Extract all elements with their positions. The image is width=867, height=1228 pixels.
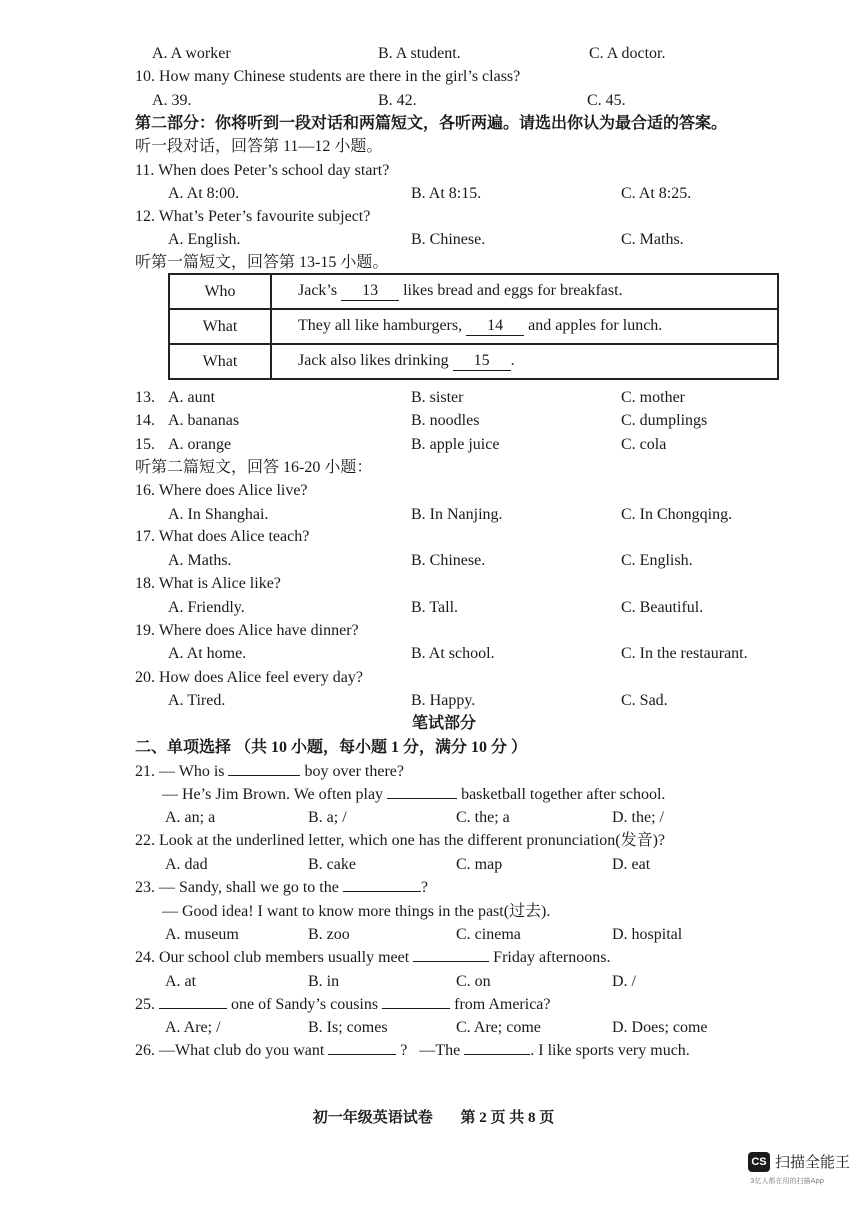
q14-option-c: C. dumplings: [621, 412, 708, 429]
q20-option-c: C. Sad.: [621, 692, 668, 709]
answer-blank-13[interactable]: 13: [341, 282, 399, 301]
q10-option-a: A. 39.: [152, 92, 192, 109]
q9-option-c: C. A doctor.: [589, 45, 666, 62]
q26-text-a: 26. —What club do you want: [135, 1042, 325, 1059]
q17-stem: 17. What does Alice teach?: [135, 528, 310, 545]
table-row: [169, 274, 778, 309]
q26-text-d: . I like sports very much.: [530, 1042, 690, 1059]
q23-option-c: C. cinema: [456, 926, 521, 943]
written-heading: 笔试部分: [412, 715, 477, 732]
q22-option-d: D. eat: [612, 856, 651, 873]
q21-blank-2[interactable]: [387, 798, 457, 799]
q26-blank-2[interactable]: [464, 1054, 530, 1055]
q23-option-a: A. museum: [165, 926, 239, 943]
q12-option-c: C. Maths.: [621, 231, 684, 248]
q17-option-c: C. English.: [621, 552, 693, 569]
footer-page-number: 第 2 页 共 8 页: [460, 1110, 555, 1126]
q25-option-c: C. Are; come: [456, 1019, 541, 1036]
q11-option-c: C. At 8:25.: [621, 185, 692, 202]
q16-option-a: A. In Shanghai.: [168, 506, 269, 523]
q10-option-c: C. 45.: [587, 92, 626, 109]
q21-option-c: C. the; a: [456, 809, 510, 826]
q20-stem: 20. How does Alice feel every day?: [135, 669, 363, 686]
q23-line1: [135, 878, 428, 898]
q23-blank[interactable]: [343, 891, 421, 892]
dialogue-intro: 听一段对话，回答第 11—12 小题。: [135, 138, 383, 155]
table-row-label: Who: [169, 274, 271, 309]
q24-option-b: B. in: [308, 973, 340, 990]
q24-option-a: A. at: [165, 973, 197, 990]
q24-text-b: Friday afternoons.: [493, 949, 611, 966]
q14-option-b: B. noodles: [411, 412, 480, 429]
q21-option-d: D. the; /: [612, 809, 664, 826]
section2-heading: 二、单项选择 （共 10 小题，每小题 1 分，满分 10 分 ）: [135, 739, 528, 756]
q24-text-a: 24. Our school club members usually meet: [135, 949, 410, 966]
q21-option-b: B. a; /: [308, 809, 347, 826]
q19-option-b: B. At school.: [411, 645, 495, 662]
q13-option-c: C. mother: [621, 389, 685, 406]
q24-option-c: C. on: [456, 973, 491, 990]
q19-stem: 19. Where does Alice have dinner?: [135, 622, 359, 639]
q26-line: [135, 1041, 690, 1061]
sentence-before: Jack’s: [298, 282, 338, 299]
q18-stem: 18. What is Alice like?: [135, 575, 281, 592]
q12-stem: 12. What’s Peter’s favourite subject?: [135, 208, 371, 225]
sentence-after: likes bread and eggs for breakfast.: [403, 282, 623, 299]
table-row-sentence: [271, 309, 778, 344]
answer-blank-14[interactable]: 14: [466, 317, 524, 336]
sentence-before: Jack also likes drinking: [298, 352, 449, 369]
q18-option-c: C. Beautiful.: [621, 599, 704, 616]
q15-option-b: B. apple juice: [411, 436, 500, 453]
q25-line1: [135, 995, 551, 1015]
q18-option-b: B. Tall.: [411, 599, 459, 616]
part2-heading: 第二部分：你将听到一段对话和两篇短文，各听两遍。请选出你认为最合适的答案。: [135, 115, 728, 132]
q25-text-b: one of Sandy’s cousins: [231, 996, 379, 1013]
footer-title: 初一年级英语试卷: [312, 1110, 433, 1126]
q17-option-b: B. Chinese.: [411, 552, 486, 569]
passage2-intro: 听第二篇短文，回答 16-20 小题：: [135, 459, 373, 476]
table-row-sentence: [271, 344, 778, 379]
q15-option-a: A. orange: [168, 436, 232, 453]
q12-option-a: A. English.: [168, 231, 241, 248]
q13-number: 13.: [135, 389, 155, 406]
q22-stem: 22. Look at the underlined letter, which one has the different pronunciation(发音)?: [135, 832, 666, 849]
sentence-after: and apples for lunch.: [528, 317, 663, 334]
q14-number: 14.: [135, 412, 155, 429]
q24-option-d: D. /: [612, 973, 636, 990]
q21-text-c: — He’s Jim Brown. We often play: [162, 786, 384, 803]
q25-option-a: A. Are; /: [165, 1019, 221, 1036]
sentence-before: They all like hamburgers,: [298, 317, 463, 334]
q21-line1: [135, 762, 404, 782]
q9-option-a: A. A worker: [152, 45, 231, 62]
q19-option-a: A. At home.: [168, 645, 247, 662]
answer-blank-15[interactable]: 15: [453, 352, 511, 371]
passage1-intro: 听第一篇短文，回答第 13-15 小题。: [135, 254, 389, 271]
q16-stem: 16. Where does Alice live?: [135, 482, 308, 499]
watermark-tagline: 3亿人都在用的扫描App: [750, 1177, 825, 1185]
q11-option-b: B. At 8:15.: [411, 185, 482, 202]
camscanner-logo-icon: CS: [748, 1152, 770, 1172]
q25-blank-2[interactable]: [382, 1008, 450, 1009]
q13-option-b: B. sister: [411, 389, 464, 406]
q11-option-a: A. At 8:00.: [168, 185, 240, 202]
q26-text-b: ?: [400, 1042, 408, 1059]
q14-option-a: A. bananas: [168, 412, 240, 429]
scanner-watermark: [748, 1152, 858, 1212]
q10-stem: 10. How many Chinese students are there in the girl’s class?: [135, 68, 521, 85]
q21-blank-1[interactable]: [228, 775, 300, 776]
q10-option-b: B. 42.: [378, 92, 417, 109]
q20-option-a: A. Tired.: [168, 692, 226, 709]
q25-blank-1[interactable]: [159, 1008, 227, 1009]
q25-option-d: D. Does; come: [612, 1019, 708, 1036]
q21-text-b: boy over there?: [304, 763, 404, 780]
q22-option-a: A. dad: [165, 856, 208, 873]
q25-text-c: from America?: [454, 996, 551, 1013]
table-row-label: What: [169, 344, 271, 379]
table-row-label: What: [169, 309, 271, 344]
q12-option-b: B. Chinese.: [411, 231, 486, 248]
table-row: [169, 344, 778, 379]
q23-line2: — Good idea! I want to know more things in the past(过去).: [162, 903, 551, 920]
q21-text-d: basketball together after school.: [461, 786, 666, 803]
q20-option-b: B. Happy.: [411, 692, 476, 709]
watermark-name: 扫描全能王: [775, 1153, 851, 1171]
page-footer: [0, 1106, 867, 1127]
q19-option-c: C. In the restaurant.: [621, 645, 748, 662]
q23-option-d: D. hospital: [612, 926, 683, 943]
sentence-after: .: [510, 352, 515, 369]
q16-option-b: B. In Nanjing.: [411, 506, 503, 523]
q25-number: 25.: [135, 996, 155, 1013]
q23-text-b: ?: [420, 879, 428, 896]
q25-option-b: B. Is; comes: [308, 1019, 388, 1036]
q21-option-a: A. an; a: [165, 809, 216, 826]
q13-option-a: A. aunt: [168, 389, 216, 406]
table-row: [169, 309, 778, 344]
q15-number: 15.: [135, 436, 155, 453]
q11-stem: 11. When does Peter’s school day start?: [135, 162, 390, 179]
q18-option-a: A. Friendly.: [168, 599, 245, 616]
q22-option-c: C. map: [456, 856, 503, 873]
q23-option-b: B. zoo: [308, 926, 350, 943]
q23-text-a: 23. — Sandy, shall we go to the: [135, 879, 339, 896]
passage1-table: [168, 273, 779, 380]
q26-text-c: —The: [419, 1042, 461, 1059]
q26-blank-1[interactable]: [328, 1054, 396, 1055]
q9-option-b: B. A student.: [378, 45, 461, 62]
q24-line1: [135, 948, 610, 968]
q21-line2: [162, 785, 665, 805]
q17-option-a: A. Maths.: [168, 552, 232, 569]
q15-option-c: C. cola: [621, 436, 667, 453]
q24-blank[interactable]: [413, 961, 489, 962]
table-row-sentence: [271, 274, 778, 309]
q16-option-c: C. In Chongqing.: [621, 506, 733, 523]
q21-text-a: 21. — Who is: [135, 763, 225, 780]
q22-option-b: B. cake: [308, 856, 356, 873]
